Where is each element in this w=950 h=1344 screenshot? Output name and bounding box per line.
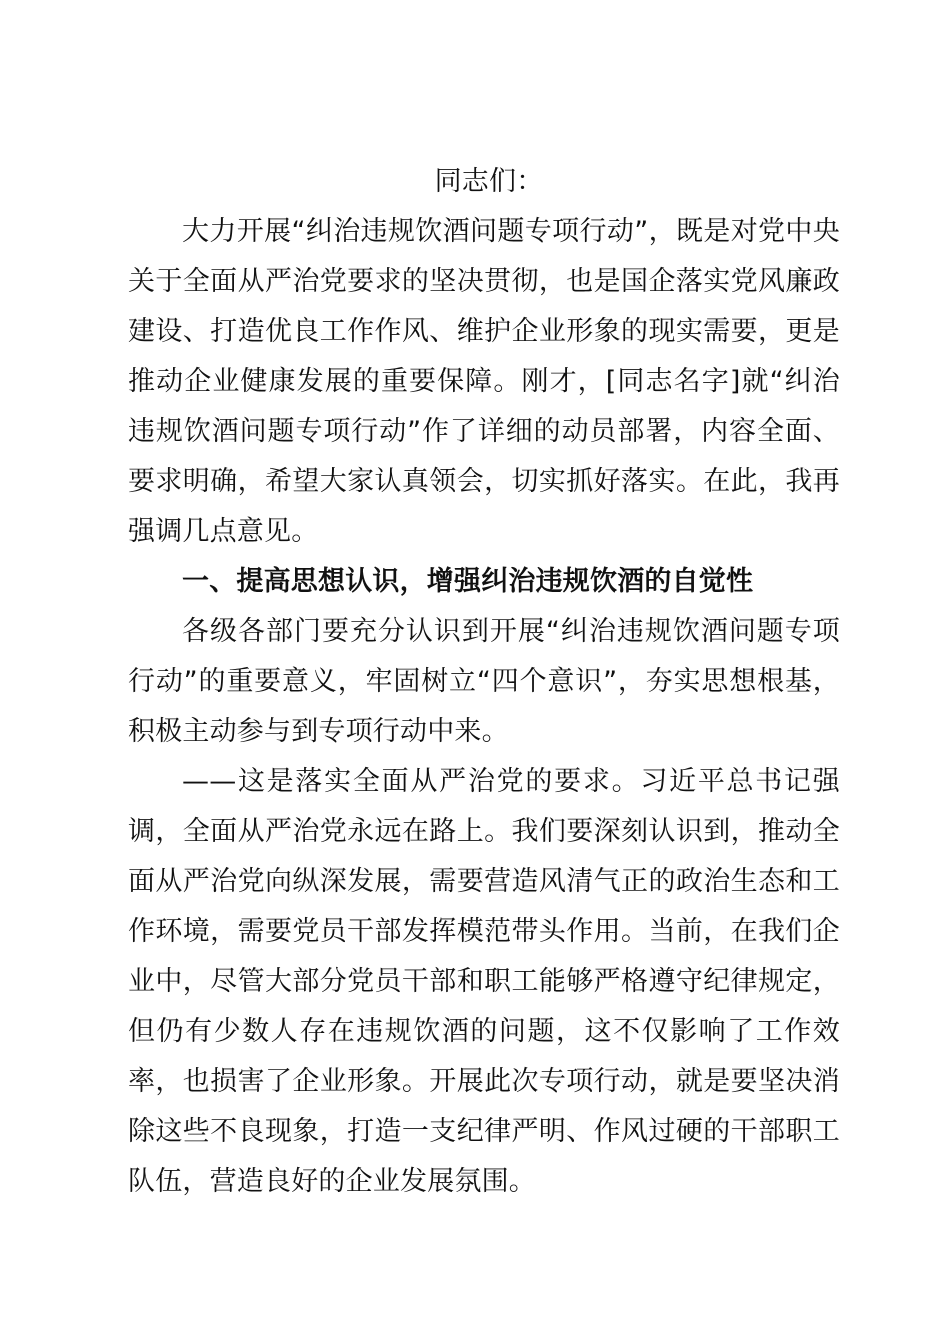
salutation: 同志们： — [434, 166, 544, 197]
document-body — [128, 157, 840, 1207]
section-heading-1: 一、提高思想认识，增强纠治违规饮酒的自觉性 — [182, 566, 754, 597]
paragraph-awareness: 各级各部门要充分认识到开展“纠治违规饮酒问题专项行动”的重要意义，牢固树立“四个意识”，夯实思想根基，积极主动参与到专项行动中来。 — [128, 616, 840, 747]
paragraph-intro: 大力开展“纠治违规饮酒问题专项行动”，既是对党中央关于全面从严治党要求的坚决贯彻，也是国企落实党风廉政建设、打造优良工作作风、维护企业形象的现实需要，更是推动企业健康发展的重要保障。刚才，[同志名字]就“纠治违规饮酒问题专项行动”作了详细的动员部署，内容全面、要求明确，希望大家认真领会，切实抓好落实。在此，我再强调几点意见。 — [128, 216, 840, 547]
paragraph-requirement: ——这是落实全面从严治党的要求。习近平总书记强调，全面从严治党永远在路上。我们要深刻认识到，推动全面从严治党向纵深发展，需要营造风清气正的政治生态和工作环境，需要党员干部发挥模范带头作用。当前，在我们企业中，尽管大部分党员干部和职工能够严格遵守纪律规定，但仍有少数人存在违规饮酒的问题，这不仅影响了工作效率，也损害了企业形象。开展此次专项行动，就是要坚决消除这些不良现象，打造一支纪律严明、作风过硬的干部职工队伍，营造良好的企业发展氛围。 — [128, 766, 840, 1197]
